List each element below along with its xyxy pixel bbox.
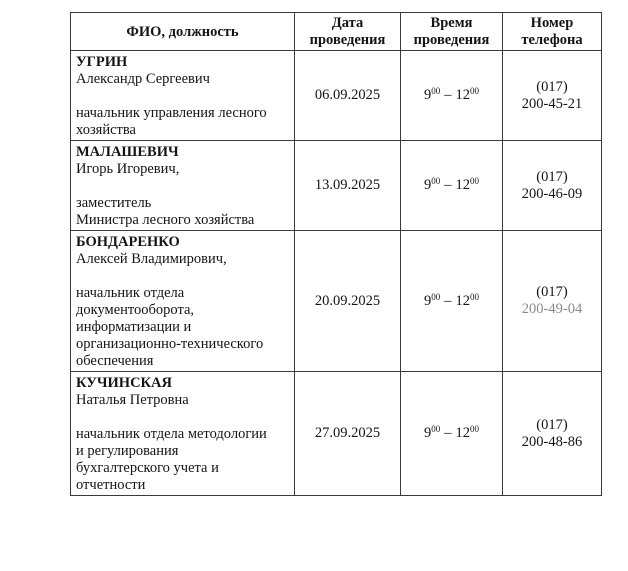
person-cell [71,141,295,231]
date-cell: 27.09.2025 [295,372,401,496]
table-row [71,231,602,372]
surname: УГРИН [76,54,128,70]
surname: МАЛАШЕВИЧ [76,144,179,160]
position-line: начальник управления лесного [76,105,267,121]
time-cell: $9^{00} - 12^{00}$ [401,141,503,231]
reception-schedule-table [70,12,602,496]
phone-number: 200-49-04 [521,301,583,317]
surname: БОНДАРЕНКО [76,234,180,250]
position-line: Министра лесного хозяйства [76,212,255,228]
given-names: Алексей Владимирович, [76,251,227,267]
given-names: Александр Сергеевич [76,71,210,87]
date-cell: 13.09.2025 [295,141,401,231]
position-line: начальник отдела методологии [76,426,267,442]
date-cell: 06.09.2025 [295,51,401,141]
phone-code: (017) [536,416,568,433]
position-line: обеспечения [76,353,154,369]
phone-cell [503,141,602,231]
person-cell [71,372,295,496]
given-names: Игорь Игоревич, [76,161,180,177]
table-row [71,51,602,141]
phone-code: (017) [536,168,568,185]
position-line: документооборота, [76,302,195,318]
header-date: Дата проведения [295,13,401,51]
time-cell: $9^{00} - 12^{00}$ [401,51,503,141]
header-person: ФИО, должность [71,13,295,51]
time-cell: $9^{00} - 12^{00}$ [401,372,503,496]
person-cell [71,231,295,372]
phone-cell [503,231,602,372]
position-line: хозяйства [76,122,136,138]
position-line: заместитель [76,195,152,211]
given-names: Наталья Петровна [76,392,189,408]
table-header-row [71,13,602,51]
phone-cell [503,51,602,141]
time-cell: $9^{00} - 12^{00}$ [401,231,503,372]
person-cell [71,51,295,141]
phone-number: 200-48-86 [521,433,583,450]
date-cell: 20.09.2025 [295,231,401,372]
position-line: отчетности [76,477,146,493]
surname: КУЧИНСКАЯ [76,375,172,391]
table-row [71,141,602,231]
position-line: начальник отдела [76,285,185,301]
phone-number: 200-45-21 [521,95,583,112]
header-time: Время проведения [401,13,503,51]
phone-cell [503,372,602,496]
phone-number: 200-46-09 [521,185,583,202]
header-phone: Номер телефона [503,13,602,51]
phone-code: (017) [536,284,568,300]
position-line: бухгалтерского учета и [76,460,219,476]
position-line: и регулирования [76,443,179,459]
phone-code: (017) [536,78,568,95]
position-line: организационно-технического [76,336,264,352]
table-row [71,372,602,496]
position-line: информатизации и [76,319,192,335]
